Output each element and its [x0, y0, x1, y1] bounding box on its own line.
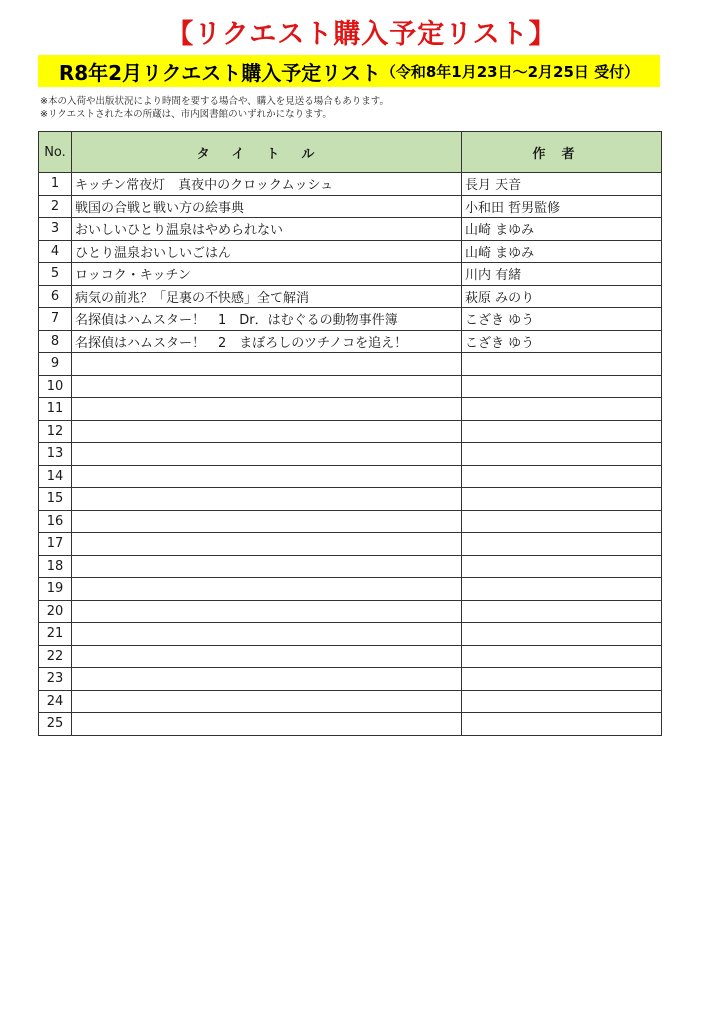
- notes: [40, 95, 389, 121]
- row-no: 1: [39, 173, 72, 196]
- row-no: 20: [39, 600, 72, 623]
- row-title: [72, 510, 462, 533]
- row-title: 戦国の合戦と戦い方の絵事典: [72, 195, 462, 218]
- table-row: [39, 218, 662, 241]
- row-no: 16: [39, 510, 72, 533]
- request-table: [38, 131, 662, 736]
- subtitle: R8年2月リクエスト購入予定リスト: [58, 60, 381, 85]
- note-line: ※本の入荷や出版状況により時間を要する場合や、購入を見送る場合もあります。: [40, 96, 390, 107]
- page-title: 【リクエスト購入予定リスト】: [166, 19, 557, 50]
- subtitle-band: [38, 55, 660, 87]
- table-row: [39, 420, 662, 443]
- row-author: [462, 645, 662, 668]
- row-no: 9: [39, 353, 72, 376]
- table-header-row: [39, 132, 662, 173]
- row-no: 14: [39, 465, 72, 488]
- row-no: 15: [39, 488, 72, 511]
- row-title: [72, 353, 462, 376]
- row-title: [72, 713, 462, 736]
- row-author: [462, 465, 662, 488]
- row-title: 名探偵はハムスター！ 2 まぼろしのツチノコを追え！: [72, 330, 462, 353]
- row-author: [462, 488, 662, 511]
- row-title: [72, 420, 462, 443]
- row-title: おいしいひとり温泉はやめられない: [72, 218, 462, 241]
- row-title: [72, 375, 462, 398]
- row-author: [462, 398, 662, 421]
- row-author: [462, 623, 662, 646]
- table-row: [39, 555, 662, 578]
- table-row: [39, 330, 662, 353]
- row-author: こざき ゆう: [462, 330, 662, 353]
- table-row: [39, 443, 662, 466]
- row-no: 17: [39, 533, 72, 556]
- row-title: ひとり温泉おいしいごはん: [72, 240, 462, 263]
- table-row: [39, 240, 662, 263]
- row-no: 19: [39, 578, 72, 601]
- table-row: [39, 285, 662, 308]
- row-no: 8: [39, 330, 72, 353]
- row-title: 病気の前兆？「足裏の不快感」全て解消: [72, 285, 462, 308]
- row-author: 山崎 まゆみ: [462, 218, 662, 241]
- note-line: ※リクエストされた本の所蔵は、市内図書館のいずれかになります。: [40, 109, 332, 120]
- row-title: [72, 443, 462, 466]
- table-row: [39, 173, 662, 196]
- row-title: [72, 668, 462, 691]
- row-author: [462, 375, 662, 398]
- table-row: [39, 375, 662, 398]
- row-title: [72, 398, 462, 421]
- row-title: ロッコク・キッチン: [72, 263, 462, 286]
- row-no: 3: [39, 218, 72, 241]
- row-title: [72, 623, 462, 646]
- row-author: 小和田 哲男監修: [462, 195, 662, 218]
- header-author: 作者: [462, 132, 662, 173]
- row-title: [72, 690, 462, 713]
- row-author: [462, 533, 662, 556]
- table-row: [39, 488, 662, 511]
- table-row: [39, 398, 662, 421]
- row-title: [72, 488, 462, 511]
- table-row: [39, 600, 662, 623]
- row-author: [462, 690, 662, 713]
- row-author: [462, 600, 662, 623]
- header-title: タイトル: [72, 132, 462, 173]
- row-author: [462, 668, 662, 691]
- row-no: 22: [39, 645, 72, 668]
- table-row: [39, 690, 662, 713]
- header-no: No.: [39, 132, 72, 173]
- row-author: [462, 443, 662, 466]
- table-row: [39, 353, 662, 376]
- row-no: 5: [39, 263, 72, 286]
- row-title: キッチン常夜灯 真夜中のクロックムッシュ: [72, 173, 462, 196]
- table-row: [39, 465, 662, 488]
- row-author: [462, 353, 662, 376]
- reception-period: （令和8年1月23日～2月25日 受付）: [380, 62, 640, 81]
- row-no: 18: [39, 555, 72, 578]
- row-author: [462, 420, 662, 443]
- row-author: 長月 天音: [462, 173, 662, 196]
- table-row: [39, 713, 662, 736]
- row-no: 10: [39, 375, 72, 398]
- row-title: [72, 645, 462, 668]
- row-title: [72, 465, 462, 488]
- row-title: [72, 555, 462, 578]
- row-no: 12: [39, 420, 72, 443]
- row-no: 13: [39, 443, 72, 466]
- table-row: [39, 263, 662, 286]
- row-title: 名探偵はハムスター！ 1 Dr．はむぐるの動物事件簿: [72, 308, 462, 331]
- row-no: 11: [39, 398, 72, 421]
- row-no: 24: [39, 690, 72, 713]
- table-row: [39, 645, 662, 668]
- row-author: [462, 510, 662, 533]
- row-author: [462, 578, 662, 601]
- row-no: 25: [39, 713, 72, 736]
- row-author: [462, 713, 662, 736]
- row-no: 7: [39, 308, 72, 331]
- row-author: [462, 555, 662, 578]
- row-no: 4: [39, 240, 72, 263]
- row-no: 21: [39, 623, 72, 646]
- table-row: [39, 623, 662, 646]
- row-author: 川内 有緒: [462, 263, 662, 286]
- row-no: 23: [39, 668, 72, 691]
- table-row: [39, 510, 662, 533]
- row-author: 萩原 みのり: [462, 285, 662, 308]
- row-no: 6: [39, 285, 72, 308]
- table-row: [39, 533, 662, 556]
- row-title: [72, 600, 462, 623]
- row-author: 山崎 まゆみ: [462, 240, 662, 263]
- table-row: [39, 308, 662, 331]
- row-no: 2: [39, 195, 72, 218]
- row-title: [72, 578, 462, 601]
- table-row: [39, 578, 662, 601]
- row-author: こざき ゆう: [462, 308, 662, 331]
- table-row: [39, 668, 662, 691]
- row-title: [72, 533, 462, 556]
- table-row: [39, 195, 662, 218]
